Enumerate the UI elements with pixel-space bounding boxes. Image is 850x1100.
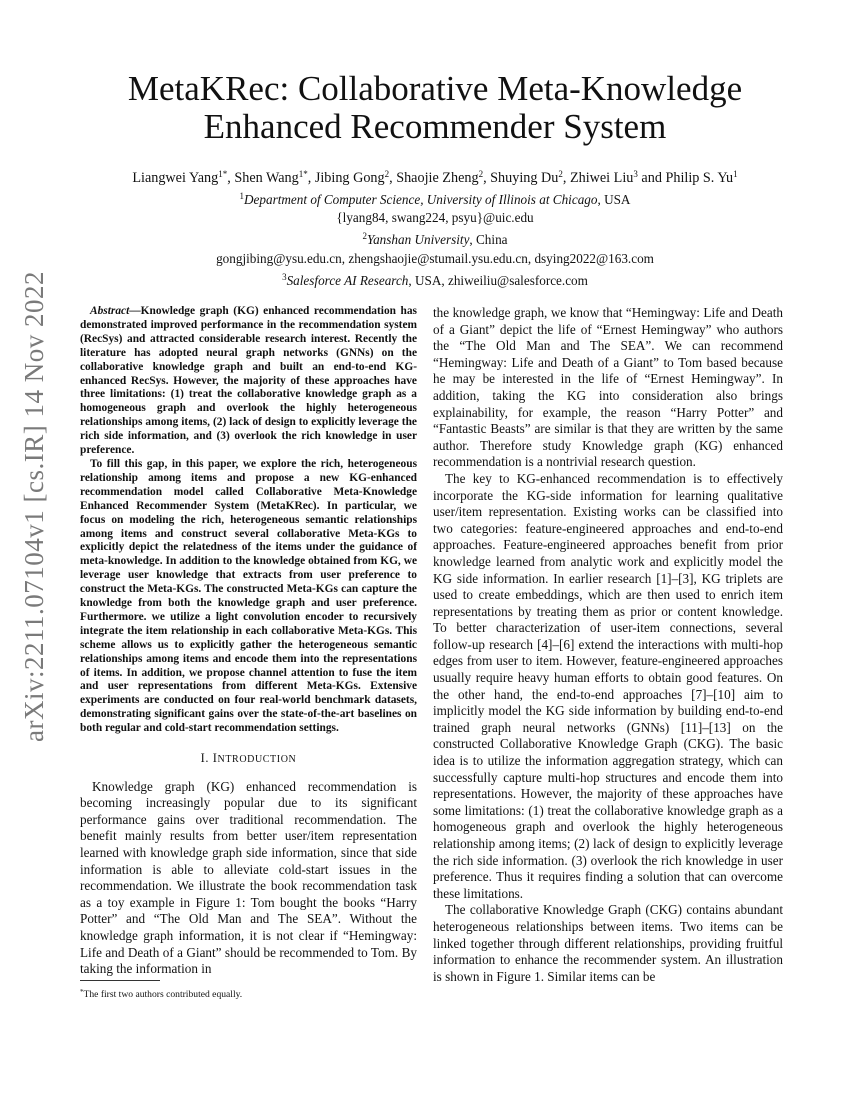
abstract-text: —Knowledge graph (KG) enhanced recommendation has demonstrated improved performance in the recommendation system (RecSys) and attracted considerable research interest. Recently the literature has adopted neural graph networks (GNNs) on the collaborative knowledge graph and built an end-to-end KG-enhanced RecSys. However, the majority of these approaches have three limitations: (1) treat the collaborative knowledge graph as a homogeneous graph and overlook the highly heterogeneous relationships among items, (2) lack of design to explicitly leverage the rich side information, and (3) overlook the rich knowledge in user preference. bbox=[80, 305, 417, 457]
author-sup: 2 bbox=[478, 169, 484, 179]
author-name: , Shuying Du bbox=[483, 170, 559, 186]
section-number: I. bbox=[200, 751, 213, 766]
author-sup: 1 bbox=[733, 169, 738, 179]
affiliation-country: , USA, zhiweiliu@salesforce.com bbox=[408, 272, 588, 288]
intro-paragraph-1: Knowledge graph (KG) enhanced recommendation is becoming increasingly popular due to its significant performance gains over traditional recommendation. The benefit mainly results from better user/item representation learned with knowledge graph side information, since that side information is able to alleviate cold-start issues in the recommendation. We illustrate the book recommendation task as a toy example in Figure 1: Tom bought the books “Harry Potter” and “The Old Man and The SEA”. Without the knowledge graph information, it is not clear if “Hemingway: Life and Death of a Giant” should be recommended to Tom. By taking the information in bbox=[80, 778, 417, 977]
intro-paragraph-3: The key to KG-enhanced recommendation is to effectively incorporate the KG-side information for learning qualitative user/item representation. Existing works can be classified into two categories: feature-engineered approaches and end-to-end approaches. Feature-engineered approaches benefit from prior knowledge learned from analytic work and explicitly model the KG side information. In earlier research [1]–[3], KG triplets are used to create embeddings, which are then used to enrich item representations by treating them as prior or content knowledge. To better characterization of user-item connections, several follow-up research [4]–[6] extend the interactions with multi-hop edges from user to item. However, feature-engineered approaches usually require heavy human efforts to obtain good features. On the other hand, the end-to-end approaches [7]–[10] aim to implicitly model the KG side information by building end-to-end trained graph neural networks (GNNs) [11]–[13] on the constructed Collaborative Knowledge Graph (CKG). The basic idea is to utilize the information aggregation strategy, which can successfully capture multi-hop structures and encode them into representations. However, the majority of these approaches have some limitations: (1) treat the collaborative knowledge graph as a homogeneous graph and overlook the highly heterogeneous relationship among items; (2) lack of design to explicitly leverage the rich side information. (3) overlook the rich knowledge in user preference. Thus it requires finding a solution that can overcome these limitations. bbox=[433, 470, 783, 901]
affiliation-1 bbox=[60, 187, 810, 209]
affiliation-2-email: gongjibing@ysu.edu.cn, zhengshaojie@stumail.ysu.edu.cn, dsying2022@163.com bbox=[216, 250, 654, 266]
footnote-rule bbox=[80, 980, 160, 981]
author-name: , Jibing Gong bbox=[307, 170, 385, 186]
affiliation-3 bbox=[60, 268, 810, 290]
footnote-mark: * bbox=[80, 988, 84, 996]
author-name: , Shaojie Zheng bbox=[389, 170, 479, 186]
author-list bbox=[60, 166, 810, 187]
affiliation-sup: 3 bbox=[282, 271, 287, 282]
abstract-paragraph-2: To fill this gap, in this paper, we explore the rich, heterogeneous relationship among items and propose a new KG-enhanced recommendation model called Collaborative Meta-Knowledge Enhanced Recommender System (MetaKRec). In particular, we focus on modeling the rich, heterogeneous semantic relationships among items and construct several collaborative Meta-KGs to explicitly depict the relatedness of the items under the guidance of meta-knowledge. In addition to the knowledge obtained from KG, we leverage user knowledge that extracts from user preference to construct the Meta-KGs. The constructed Meta-KGs can capture the knowledge from both the knowledge graph and user preference. Furthermore. we utilize a light convolution encoder to recursively integrate the item relationship in each collaborative Meta-KGs. This scheme allows us to explicitly gather the heterogeneous semantic relationships among items and encode them into the representations of items. In addition, we propose channel attention to fuse the item and user representations from different Meta-KGs. Extensive experiments are conducted on four real-world benchmark datasets, demonstrating significant gains over the state-of-the-art baselines on both regular and cold-start recommendation settings. bbox=[80, 457, 417, 735]
title-line-1: MetaKRec: Collaborative Meta-Knowledge bbox=[127, 69, 743, 108]
left-column bbox=[80, 305, 417, 978]
author-sup: 1* bbox=[298, 169, 308, 179]
section-title-first: I bbox=[212, 751, 218, 766]
title-line-2: Enhanced Recommender System bbox=[203, 107, 667, 146]
affiliation-name: Department of Computer Science, University of Illinois at Chicago bbox=[244, 192, 598, 207]
affiliation-sup: 1 bbox=[239, 191, 245, 201]
author-sup: 2 bbox=[384, 169, 390, 179]
footnote-text: The first two authors contributed equally. bbox=[83, 989, 243, 1000]
affiliation-country: , China bbox=[469, 232, 508, 248]
affiliation-1-email: {lyang84, swang224, psyu}@uic.edu bbox=[336, 210, 534, 226]
section-title-rest: NTRODUCTION bbox=[217, 754, 297, 766]
affiliation-name: Yanshan University bbox=[366, 232, 470, 248]
author-name: Liangwei Yang bbox=[132, 170, 219, 186]
author-name: , Zhiwei Liu bbox=[562, 170, 634, 186]
affiliation-country: , USA bbox=[597, 192, 631, 207]
paper-header bbox=[60, 70, 810, 290]
affiliation-sup: 2 bbox=[362, 231, 367, 242]
author-sup: 1* bbox=[218, 169, 228, 179]
arxiv-identifier bbox=[4, 270, 64, 742]
footnote bbox=[80, 986, 242, 1001]
section-heading-introduction bbox=[80, 750, 417, 769]
abstract-label: Abstract bbox=[90, 305, 130, 317]
intro-paragraph-2: the knowledge graph, we know that “Hemingway: Life and Death of a Giant” depict the life of “Ernest Hemingway” who authors the “The Old Man and The SEA”. We can recommend “Hemingway: Life and Death of a Giant” to Tom based because he may be interested in the life of “Ernest Hemingway”. In addition, taking the KG into consideration also brings explainability, for example, the reason “Harry Potter” and “Fantastic Beasts” are similar is that they are written by the same author. Therefore study Knowledge graph (KG) enhanced recommendation is a nontrivial research question. bbox=[433, 305, 783, 470]
abstract-paragraph-1 bbox=[80, 305, 417, 458]
author-name: and Philip S. Yu bbox=[637, 170, 734, 186]
author-sup: 2 bbox=[558, 169, 563, 179]
author-name: , Shen Wang bbox=[227, 170, 299, 186]
right-column bbox=[433, 305, 783, 985]
paper-title bbox=[60, 70, 810, 146]
intro-paragraph-4: The collaborative Knowledge Graph (CKG) contains abundant heterogeneous relationships between items. Two items can be linked together through different relationships, providing fruitful information to enhance the recommender system. An illustration is shown in Figure 1. Similar items can be bbox=[433, 902, 783, 984]
affiliation-2 bbox=[60, 227, 810, 249]
affiliation-name: Salesforce AI Research bbox=[286, 272, 409, 288]
arxiv-identifier-text: arXiv:2211.07104v1 [cs.IR] 14 Nov 2022 bbox=[18, 270, 49, 742]
author-sup: 3 bbox=[633, 169, 638, 179]
